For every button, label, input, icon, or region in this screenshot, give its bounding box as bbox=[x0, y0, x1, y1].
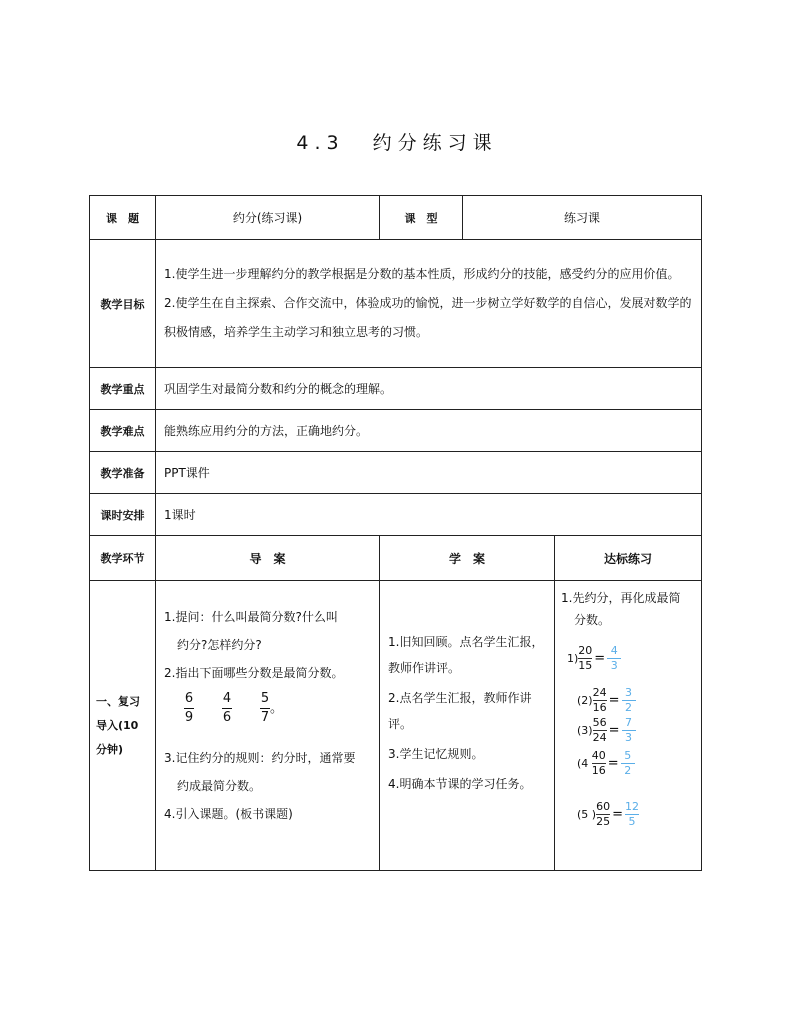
study-item: 1.旧知回顾。点名学生汇报，教师作讲评。 bbox=[388, 635, 544, 675]
answer-fraction: 3 2 bbox=[622, 687, 636, 714]
type-label: 课 型 bbox=[380, 196, 463, 240]
guide-item: 2.指出下面哪些分数是最简分数。 bbox=[164, 666, 344, 680]
practice-question: 1.先约分，再化成最简 bbox=[561, 591, 681, 605]
section1-study bbox=[380, 581, 555, 871]
prep-label: 教学准备 bbox=[90, 452, 156, 494]
key-value: 巩固学生对最简分数和约分的概念的理解。 bbox=[156, 368, 702, 410]
study-item: 3.学生记忆规则。 bbox=[388, 747, 484, 761]
practice-problem: (5 ) 60 25 = 12 5 bbox=[577, 800, 639, 828]
guide-item: 约成最简分数。 bbox=[177, 779, 262, 793]
row-difficulty bbox=[90, 410, 702, 452]
goal-item: 2.使学生在自主探索、合作交流中，体验成功的愉悦，进一步树立学好数学的自信心，发展对数学的积极情感，培养学生主动学习和独立思考的习惯。 bbox=[164, 296, 692, 339]
section1-guide bbox=[156, 581, 380, 871]
header-guide: 导 案 bbox=[156, 536, 380, 581]
section1-practice bbox=[555, 581, 702, 871]
header-study: 学 案 bbox=[380, 536, 555, 581]
header-practice: 达标练习 bbox=[555, 536, 702, 581]
row-section1 bbox=[90, 581, 702, 871]
row-topic bbox=[90, 196, 702, 240]
fraction: $\frac{6}{9}$ bbox=[184, 691, 194, 725]
answer-fraction: 5 2 bbox=[621, 750, 635, 777]
study-item: 4.明确本节课的学习任务。 bbox=[388, 777, 532, 791]
document-title bbox=[0, 128, 794, 155]
lesson-plan-table bbox=[89, 195, 702, 871]
prep-value: PPT课件 bbox=[156, 452, 702, 494]
row-goals bbox=[90, 240, 702, 368]
fraction: 5 7 。 bbox=[260, 691, 284, 725]
topic-label: 课 题 bbox=[90, 196, 156, 240]
guide-item: 3.记住约分的规则：约分时，通常要 bbox=[164, 751, 356, 765]
schedule-label: 课时安排 bbox=[90, 494, 156, 536]
answer-fraction: 7 3 bbox=[622, 717, 636, 744]
type-value: 练习课 bbox=[463, 196, 702, 240]
answer-fraction: 4 3 bbox=[607, 645, 621, 672]
practice-question: 分数。 bbox=[574, 613, 611, 627]
goal-item: 1.使学生进一步理解约分的教学根据是分数的基本性质，形成约分的技能，感受约分的应用价值。 bbox=[164, 267, 680, 281]
fraction-list bbox=[164, 687, 371, 730]
schedule-value: 1课时 bbox=[156, 494, 702, 536]
answer-fraction: 12 5 bbox=[625, 800, 639, 828]
guide-item: 约分?怎样约分? bbox=[177, 638, 262, 652]
guide-item: 4.引入课题。(板书课题) bbox=[164, 807, 293, 821]
fraction: $\frac{4}{6}$ bbox=[222, 691, 232, 725]
row-key bbox=[90, 368, 702, 410]
goals-label: 教学目标 bbox=[90, 240, 156, 368]
row-schedule bbox=[90, 494, 702, 536]
guide-item: 1.提问：什么叫最简分数?什么叫 bbox=[164, 610, 338, 624]
difficulty-label: 教学难点 bbox=[90, 410, 156, 452]
difficulty-value: 能熟练应用约分的方法，正确地约分。 bbox=[156, 410, 702, 452]
title-text: 约分练习课 bbox=[372, 132, 498, 154]
practice-problem: 1) 20 15 = 4 3 bbox=[567, 645, 621, 672]
practice-problem: (4 40 16 = 5 2 bbox=[577, 750, 635, 777]
topic-value: 约分(练习课) bbox=[156, 196, 380, 240]
study-item: 2.点名学生汇报，教师作讲评。 bbox=[388, 691, 532, 731]
goals-content bbox=[156, 240, 702, 368]
practice-problem: (3) 56 24 = 7 3 bbox=[577, 717, 636, 744]
header-stage: 教学环节 bbox=[90, 536, 156, 581]
key-label: 教学重点 bbox=[90, 368, 156, 410]
section1-stage: 一、复习导入(10分钟) bbox=[90, 581, 156, 871]
practice-problem: (2) 24 16 = 3 2 bbox=[577, 687, 636, 714]
row-header bbox=[90, 536, 702, 581]
row-prep bbox=[90, 452, 702, 494]
title-number: 4.3 bbox=[296, 132, 345, 154]
